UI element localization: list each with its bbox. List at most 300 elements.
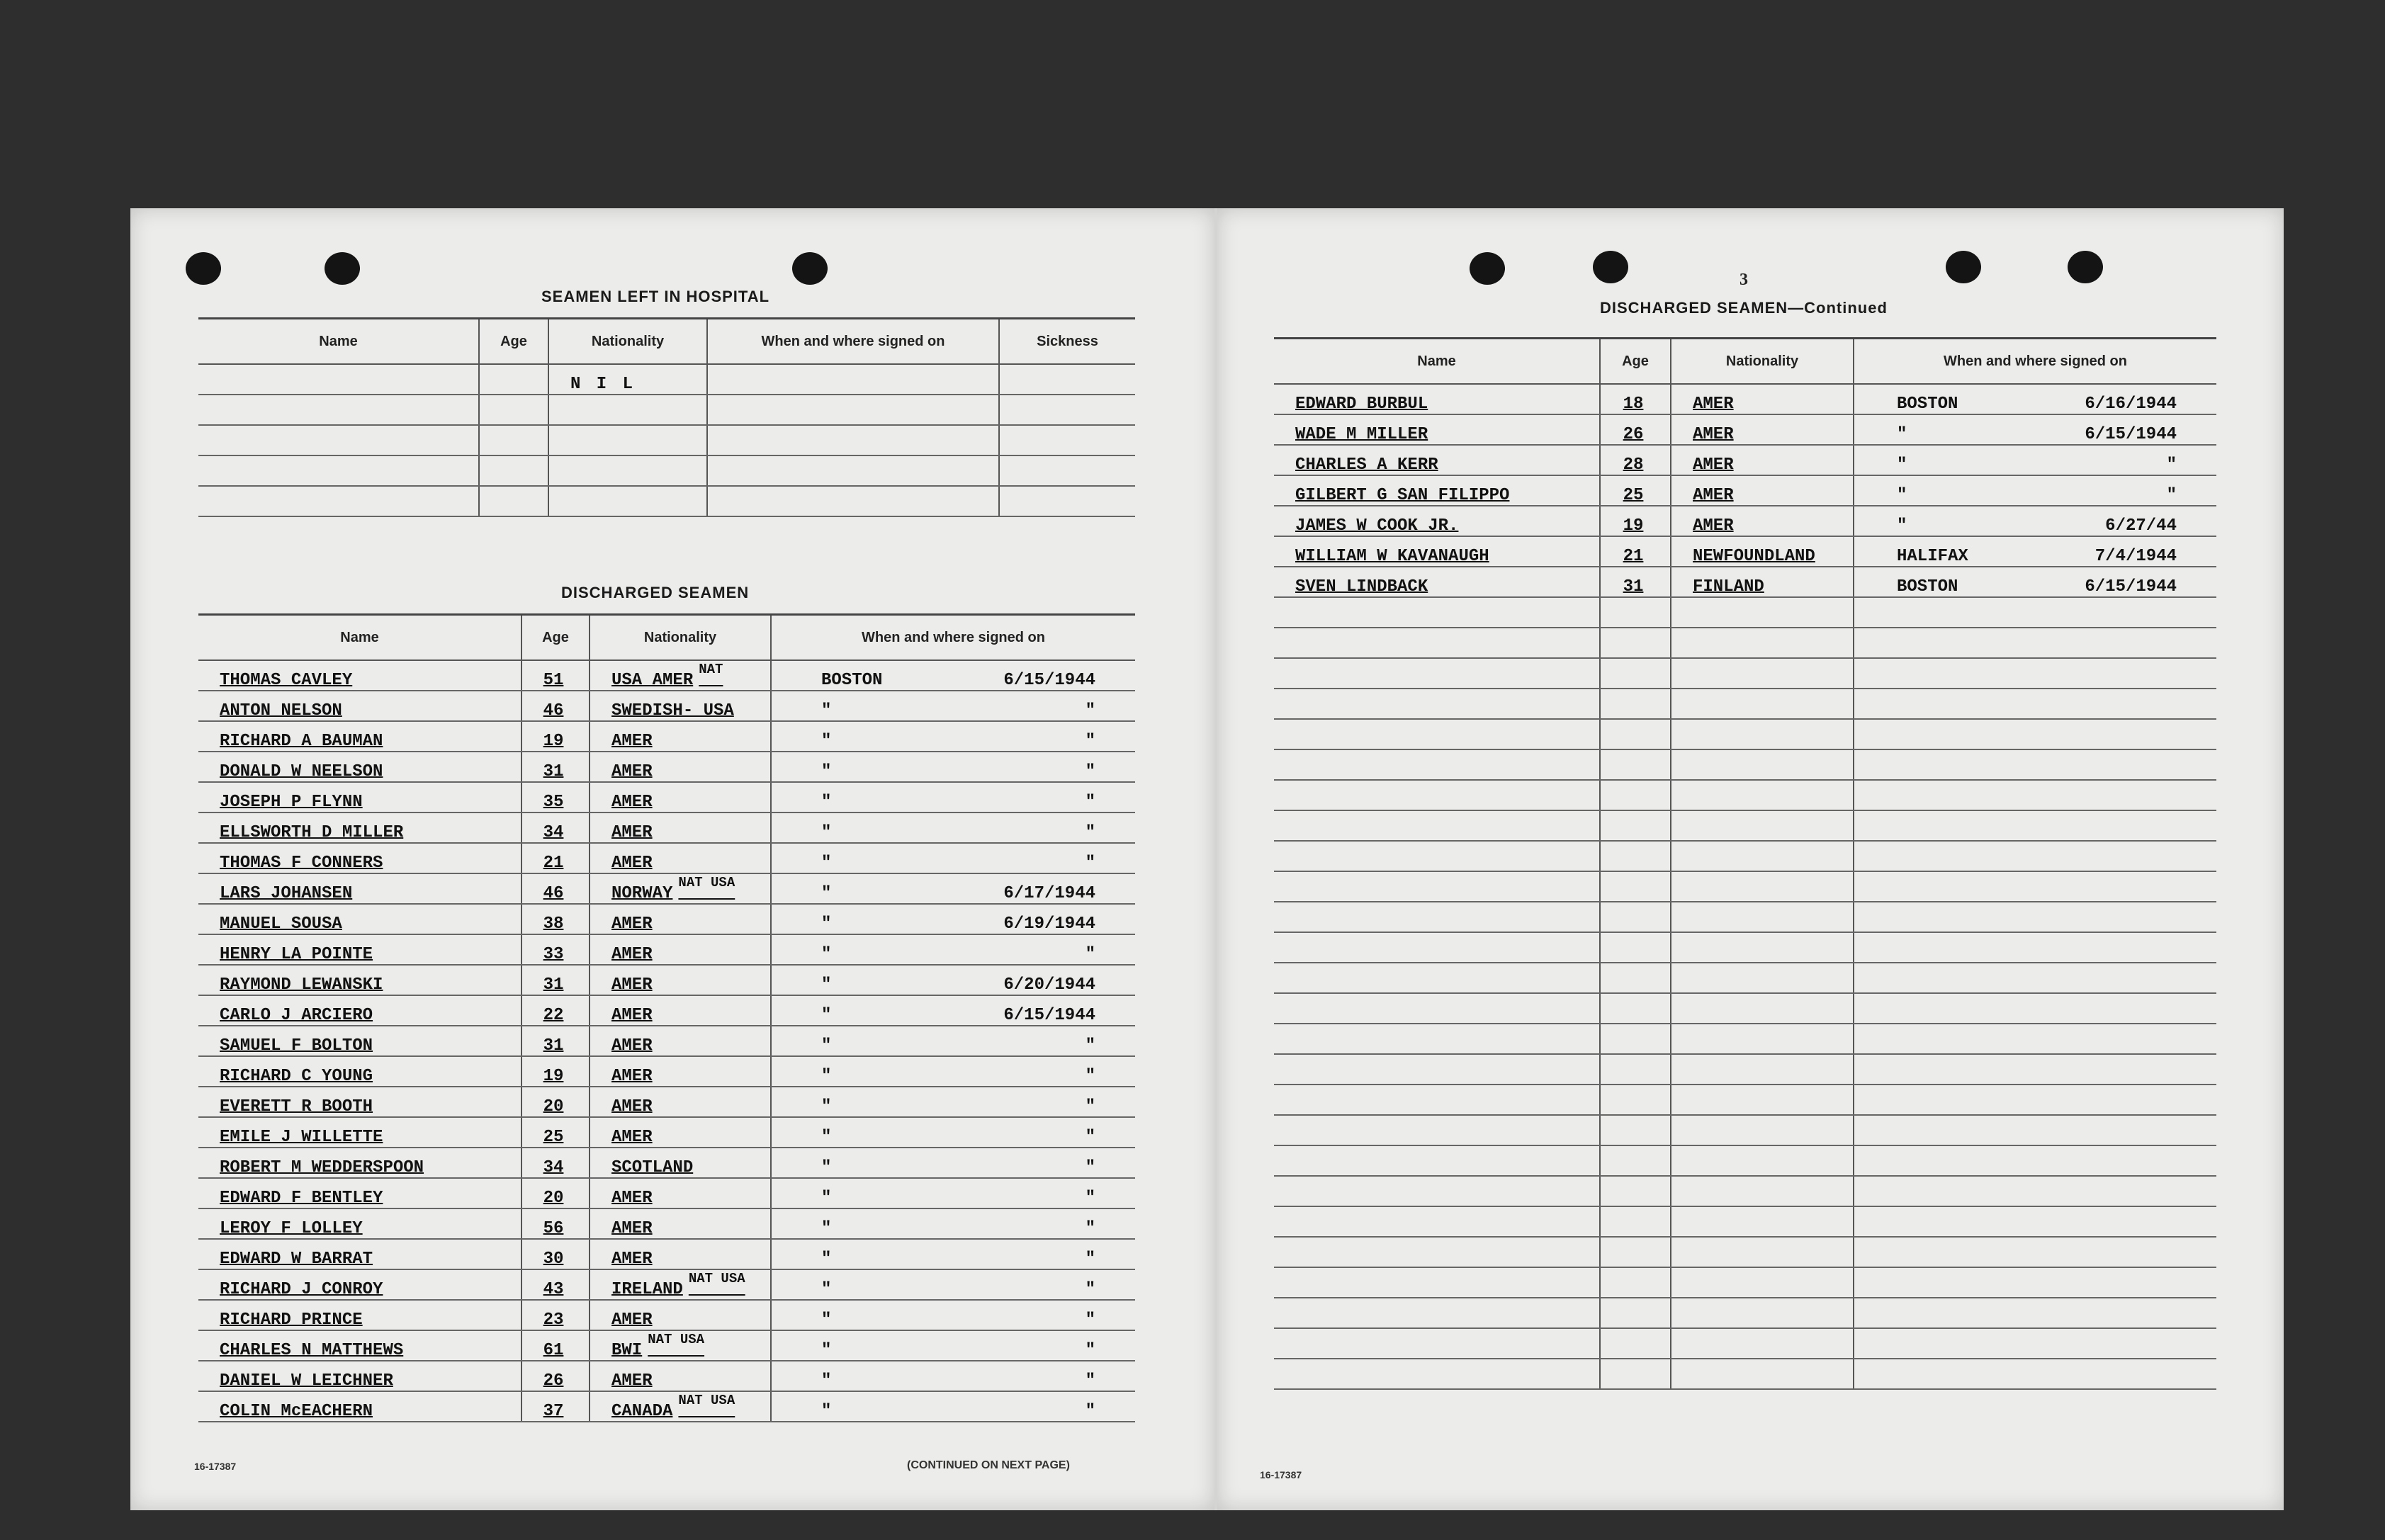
signed-on-place: BOSTON: [1897, 395, 1958, 414]
signed-on: [1854, 475, 2216, 506]
seaman-name: ANTON NELSON: [198, 691, 521, 721]
seaman-nationality: [590, 782, 771, 813]
seaman-age: 61: [521, 1330, 590, 1361]
nationality-value: AMER: [611, 1371, 653, 1391]
blank-cell: [1671, 1206, 1854, 1237]
seaman-nationality: [590, 1087, 771, 1117]
signed-on: [771, 1361, 1135, 1391]
nationality-value: AMER: [611, 762, 653, 781]
seaman-nationality: AMER: [1671, 445, 1854, 475]
blank-cell: [1274, 1237, 1600, 1267]
continued-note: (CONTINUED ON NEXT PAGE): [907, 1459, 1070, 1471]
signed-on-place: ": [821, 975, 832, 995]
signed-on-place: ": [1897, 516, 1907, 536]
seaman-age: 21: [1600, 536, 1671, 567]
blank-cell: [1671, 628, 1854, 658]
blank-cell: [1854, 1359, 2216, 1389]
blank-cell: [1274, 810, 1600, 841]
table-row: [1274, 475, 2216, 506]
table-row: [1274, 810, 2216, 841]
seaman-name: EMILE J WILLETTE: [198, 1117, 521, 1148]
signed-on-place: BOSTON: [1897, 577, 1958, 596]
signed-on: [1854, 384, 2216, 414]
blank-cell: [1671, 841, 1854, 871]
seaman-nationality: [590, 813, 771, 843]
blank-cell: [1671, 658, 1854, 689]
seaman-age: 26: [1600, 414, 1671, 445]
seaman-nationality: FINLAND: [1671, 567, 1854, 597]
blank-cell: [1600, 719, 1671, 749]
seaman-nationality: [590, 843, 771, 873]
blank-cell: [1671, 963, 1854, 993]
nationality-value: USA AMER: [611, 671, 694, 690]
seaman-name: COLIN McEACHERN: [198, 1391, 521, 1422]
naturalized-note: NAT USA: [678, 1393, 735, 1408]
signed-on: [771, 1117, 1135, 1148]
nil-entry: N I L: [548, 364, 707, 395]
blank-cell: [1854, 719, 2216, 749]
seaman-age: 21: [521, 843, 590, 873]
blank-cell: [1671, 1145, 1854, 1176]
seaman-nationality: [590, 934, 771, 965]
blank-cell: [1274, 749, 1600, 780]
blank-cell: [1854, 658, 2216, 689]
blank-cell: [1671, 689, 1854, 719]
signed-on-date: 6/15/1944: [2085, 425, 2177, 444]
signed-on-place: ": [821, 1067, 832, 1086]
blank-cell: [1600, 658, 1671, 689]
signed-on-place: ": [821, 884, 832, 903]
blank-cell: [1671, 810, 1854, 841]
blank-cell: [1274, 689, 1600, 719]
blank-cell: [1854, 1145, 2216, 1176]
nationality-value: AMER: [611, 1036, 653, 1055]
seaman-age: 38: [521, 904, 590, 934]
seaman-nationality: [590, 904, 771, 934]
seaman-name: DANIEL W LEICHNER: [198, 1361, 521, 1391]
signed-on: [771, 660, 1135, 691]
seaman-nationality: [590, 721, 771, 752]
col-age-header: Age: [1600, 339, 1671, 385]
signed-on: [771, 934, 1135, 965]
signed-on: [771, 843, 1135, 873]
blank-cell: [1671, 1054, 1854, 1085]
signed-on-place: ": [821, 1128, 832, 1147]
blank-cell: [1854, 749, 2216, 780]
signed-on-date: ": [1085, 1036, 1095, 1055]
seaman-name: WADE M MILLER: [1274, 414, 1600, 445]
seaman-age: 33: [521, 934, 590, 965]
right-page: [1214, 208, 2284, 1510]
table-row: [198, 873, 1135, 904]
table-row: [1274, 1115, 2216, 1145]
seaman-age: 56: [521, 1208, 590, 1239]
table-row: [1274, 1054, 2216, 1085]
table-row: [198, 904, 1135, 934]
discharged-title: DISCHARGED SEAMEN: [561, 584, 750, 601]
blank-cell: [1854, 1115, 2216, 1145]
table-row: [198, 1361, 1135, 1391]
signed-on: [771, 1087, 1135, 1117]
table-row: [1274, 1206, 2216, 1237]
table-row: [198, 965, 1135, 995]
signed-on-place: ": [821, 1158, 832, 1177]
seaman-age: 22: [521, 995, 590, 1026]
seaman-name: LARS JOHANSEN: [198, 873, 521, 904]
seaman-name: RICHARD C YOUNG: [198, 1056, 521, 1087]
blank-cell: [1671, 1298, 1854, 1328]
seaman-nationality: [590, 1056, 771, 1087]
blank-cell: [1600, 993, 1671, 1024]
table-row: [198, 1148, 1135, 1178]
seaman-age: 31: [521, 1026, 590, 1056]
table-row: [198, 1178, 1135, 1208]
blank-cell: [1274, 871, 1600, 902]
blank-cell: [1274, 1298, 1600, 1328]
blank-cell: [1274, 1206, 1600, 1237]
seaman-name: RICHARD A BAUMAN: [198, 721, 521, 752]
seaman-age: 25: [1600, 475, 1671, 506]
seaman-nationality: [590, 1391, 771, 1422]
signed-on-date: 6/16/1944: [2085, 395, 2177, 414]
signed-on-date: ": [1085, 854, 1095, 873]
signed-on: [771, 904, 1135, 934]
blank-cell: [1274, 1085, 1600, 1115]
nationality-value: NORWAY: [611, 884, 673, 903]
naturalized-note: NAT USA: [648, 1332, 705, 1347]
signed-on-date: ": [1085, 1219, 1095, 1238]
table-row: [1274, 414, 2216, 445]
table-row: [1274, 1237, 2216, 1267]
signed-on-date: 6/20/1944: [1003, 975, 1095, 995]
form-number: 16-17387: [1260, 1469, 1302, 1480]
nationality-value: AMER: [611, 793, 653, 812]
naturalized-note: NAT USA: [688, 1271, 745, 1286]
signed-on-date: ": [1085, 1402, 1095, 1421]
blank-cell: [1600, 810, 1671, 841]
seaman-age: 20: [521, 1178, 590, 1208]
naturalized-note: NAT USA: [678, 875, 735, 890]
signed-on: [771, 1208, 1135, 1239]
table-row: [1274, 628, 2216, 658]
seaman-name: MANUEL SOUSA: [198, 904, 521, 934]
seaman-name: JAMES W COOK JR.: [1274, 506, 1600, 536]
signed-on: [1854, 414, 2216, 445]
signed-on-place: ": [821, 762, 832, 781]
blank-cell: [1671, 1237, 1854, 1267]
blank-cell: [1600, 841, 1671, 871]
seaman-nationality: [590, 691, 771, 721]
signed-on-date: 6/19/1944: [1003, 915, 1095, 934]
seaman-nationality: [590, 752, 771, 782]
table-row: [1274, 1085, 2216, 1115]
naturalized-note: NAT: [699, 662, 723, 677]
seaman-nationality: AMER: [1671, 384, 1854, 414]
signed-on-date: ": [1085, 1067, 1095, 1086]
table-row: [1274, 1298, 2216, 1328]
signed-on-place: BOSTON: [821, 671, 883, 690]
table-row: [1274, 1024, 2216, 1054]
seaman-nationality: [590, 1208, 771, 1239]
blank-cell: [1854, 1024, 2216, 1054]
table-row: [1274, 658, 2216, 689]
signed-on-place: ": [821, 1371, 832, 1391]
col-when-header: When and where signed on: [707, 319, 999, 365]
seaman-name: RAYMOND LEWANSKI: [198, 965, 521, 995]
blank-cell: [1671, 1267, 1854, 1298]
col-name-header: Name: [1274, 339, 1600, 385]
blank-cell: [1600, 1115, 1671, 1145]
blank-cell: [1671, 1176, 1854, 1206]
table-row: [198, 934, 1135, 965]
nationality-value: AMER: [611, 732, 653, 751]
table-row: [198, 1056, 1135, 1087]
seaman-age: 26: [521, 1361, 590, 1391]
seaman-nationality: [590, 1330, 771, 1361]
signed-on: [1854, 506, 2216, 536]
seaman-name: WILLIAM W KAVANAUGH: [1274, 536, 1600, 567]
signed-on-place: ": [1897, 425, 1907, 444]
blank-cell: [1274, 932, 1600, 963]
table-row: [1274, 719, 2216, 749]
signed-on-date: ": [1085, 1158, 1095, 1177]
signed-on: [1854, 445, 2216, 475]
table-row: [1274, 1145, 2216, 1176]
table-row: [1274, 689, 2216, 719]
nationality-value: AMER: [611, 1097, 653, 1116]
table-row: [198, 1330, 1135, 1361]
table-row: [1274, 902, 2216, 932]
seaman-name: EDWARD BURBUL: [1274, 384, 1600, 414]
signed-on: [771, 691, 1135, 721]
blank-cell: [1600, 1024, 1671, 1054]
seaman-name: GILBERT G SAN FILIPPO: [1274, 475, 1600, 506]
hospital-title: SEAMEN LEFT IN HOSPITAL: [541, 288, 770, 305]
signed-on: [771, 1391, 1135, 1422]
signed-on: [771, 995, 1135, 1026]
seaman-nationality: [590, 995, 771, 1026]
blank-cell: [1274, 1145, 1600, 1176]
signed-on-date: ": [2166, 486, 2177, 505]
table-row: [198, 1026, 1135, 1056]
nationality-value: AMER: [611, 823, 653, 842]
blank-cell: [1854, 1054, 2216, 1085]
seaman-name: CHARLES A KERR: [1274, 445, 1600, 475]
signed-on-date: 6/15/1944: [1003, 1006, 1095, 1025]
signed-on-date: ": [1085, 1371, 1095, 1391]
punch-hole: [1946, 251, 1981, 283]
table-row: [198, 1300, 1135, 1330]
signed-on-place: ": [821, 1341, 832, 1360]
seaman-age: 31: [521, 752, 590, 782]
seaman-name: ELLSWORTH D MILLER: [198, 813, 521, 843]
table-row: [198, 782, 1135, 813]
signed-on-place: ": [821, 1219, 832, 1238]
table-row: [1274, 1328, 2216, 1359]
table-row: [198, 721, 1135, 752]
table-row: [198, 1239, 1135, 1269]
seaman-nationality: AMER: [1671, 475, 1854, 506]
signed-on-place: ": [821, 1036, 832, 1055]
blank-cell: [1600, 1176, 1671, 1206]
blank-cell: [1854, 1267, 2216, 1298]
blank-cell: [1600, 871, 1671, 902]
table-row: [1274, 506, 2216, 536]
table-row: [1274, 780, 2216, 810]
blank-cell: [1274, 841, 1600, 871]
signed-on-date: ": [1085, 762, 1095, 781]
seaman-name: RICHARD J CONROY: [198, 1269, 521, 1300]
signed-on-place: ": [821, 1310, 832, 1330]
table-row: [1274, 871, 2216, 902]
blank-cell: [1854, 993, 2216, 1024]
blank-cell: [1274, 658, 1600, 689]
signed-on: [771, 1026, 1135, 1056]
table-row: [198, 691, 1135, 721]
signed-on-place: ": [821, 1097, 832, 1116]
seaman-nationality: [590, 660, 771, 691]
seaman-age: 19: [521, 721, 590, 752]
table-row: [1274, 841, 2216, 871]
seaman-nationality: [590, 1300, 771, 1330]
table-row: [198, 813, 1135, 843]
blank-cell: [1274, 1328, 1600, 1359]
table-row: [1274, 445, 2216, 475]
blank-cell: [1274, 1359, 1600, 1389]
blank-cell: [1671, 1359, 1854, 1389]
seaman-age: 19: [1600, 506, 1671, 536]
blank-cell: [1854, 1206, 2216, 1237]
blank-cell: [1600, 1085, 1671, 1115]
nationality-value: AMER: [611, 1006, 653, 1025]
table-row: [1274, 1176, 2216, 1206]
punch-hole: [792, 252, 828, 285]
blank-cell: [1600, 1237, 1671, 1267]
punch-hole: [1593, 251, 1628, 283]
seaman-age: 31: [1600, 567, 1671, 597]
table-row: [1274, 1359, 2216, 1389]
table-row: [198, 752, 1135, 782]
seaman-nationality: NEWFOUNDLAND: [1671, 536, 1854, 567]
signed-on-place: ": [1897, 486, 1907, 505]
seaman-nationality: [590, 1269, 771, 1300]
seaman-age: 37: [521, 1391, 590, 1422]
signed-on: [771, 813, 1135, 843]
blank-cell: [1854, 810, 2216, 841]
seaman-age: 30: [521, 1239, 590, 1269]
signed-on-date: ": [1085, 1250, 1095, 1269]
blank-cell: [1274, 628, 1600, 658]
signed-on-place: ": [821, 793, 832, 812]
seaman-name: RICHARD PRINCE: [198, 1300, 521, 1330]
blank-cell: [1600, 902, 1671, 932]
punch-hole: [186, 252, 221, 285]
signed-on: [771, 721, 1135, 752]
nationality-value: SWEDISH- USA: [611, 701, 734, 720]
blank-cell: [1274, 1024, 1600, 1054]
form-number: 16-17387: [194, 1461, 237, 1472]
blank-cell: [1671, 749, 1854, 780]
blank-cell: [1854, 1176, 2216, 1206]
signed-on-date: ": [1085, 1128, 1095, 1147]
col-age-header: Age: [479, 319, 548, 365]
signed-on-place: ": [821, 915, 832, 934]
signed-on: [771, 873, 1135, 904]
signed-on-place: ": [821, 854, 832, 873]
seaman-nationality: [590, 965, 771, 995]
page-number: 3: [1740, 271, 1748, 289]
blank-cell: [1274, 963, 1600, 993]
table-row: [1274, 1267, 2216, 1298]
signed-on-date: ": [1085, 1280, 1095, 1299]
signed-on-date: 6/27/44: [2105, 516, 2177, 536]
discharged-continued-title: DISCHARGED SEAMEN—Continued: [1600, 299, 1888, 317]
nationality-value: AMER: [611, 1219, 653, 1238]
signed-on: [1854, 567, 2216, 597]
table-row: [198, 1391, 1135, 1422]
seaman-name: EDWARD W BARRAT: [198, 1239, 521, 1269]
blank-cell: [1600, 780, 1671, 810]
blank-cell: [1274, 1176, 1600, 1206]
blank-cell: [1854, 902, 2216, 932]
seaman-name: CHARLES N MATTHEWS: [198, 1330, 521, 1361]
seaman-name: EVERETT R BOOTH: [198, 1087, 521, 1117]
signed-on-place: ": [821, 823, 832, 842]
blank-cell: [1854, 1237, 2216, 1267]
blank-cell: [1671, 902, 1854, 932]
blank-cell: [1854, 932, 2216, 963]
blank-cell: [1600, 1359, 1671, 1389]
signed-on: [771, 752, 1135, 782]
signed-on: [771, 1269, 1135, 1300]
seaman-nationality: [590, 1239, 771, 1269]
blank-cell: [1600, 1206, 1671, 1237]
signed-on-date: ": [1085, 1341, 1095, 1360]
blank-cell: [1600, 1145, 1671, 1176]
blank-cell: [1600, 689, 1671, 719]
seaman-name: HENRY LA POINTE: [198, 934, 521, 965]
nationality-value: AMER: [611, 1310, 653, 1330]
table-row: [198, 843, 1135, 873]
nationality-value: SCOTLAND: [611, 1158, 694, 1177]
blank-cell: [1854, 689, 2216, 719]
blank-cell: [1854, 963, 2216, 993]
blank-cell: [1854, 871, 2216, 902]
blank-cell: [1600, 1054, 1671, 1085]
table-row: [1274, 932, 2216, 963]
blank-cell: [1671, 719, 1854, 749]
table-row: [1274, 597, 2216, 628]
table-row: [198, 1269, 1135, 1300]
punch-hole: [325, 252, 360, 285]
seaman-age: 31: [521, 965, 590, 995]
table-row: [198, 1087, 1135, 1117]
nationality-value: AMER: [611, 915, 653, 934]
signed-on-date: ": [1085, 1310, 1095, 1330]
signed-on: [771, 782, 1135, 813]
signed-on-date: ": [1085, 823, 1095, 842]
seaman-nationality: [590, 1026, 771, 1056]
seaman-name: JOSEPH P FLYNN: [198, 782, 521, 813]
blank-cell: [1854, 780, 2216, 810]
blank-cell: [1671, 780, 1854, 810]
blank-cell: [1274, 1267, 1600, 1298]
nationality-value: AMER: [611, 1189, 653, 1208]
col-when-header: When and where signed on: [1854, 339, 2216, 385]
signed-on-date: ": [1085, 1189, 1095, 1208]
signed-on-date: ": [1085, 793, 1095, 812]
table-row: [1274, 963, 2216, 993]
